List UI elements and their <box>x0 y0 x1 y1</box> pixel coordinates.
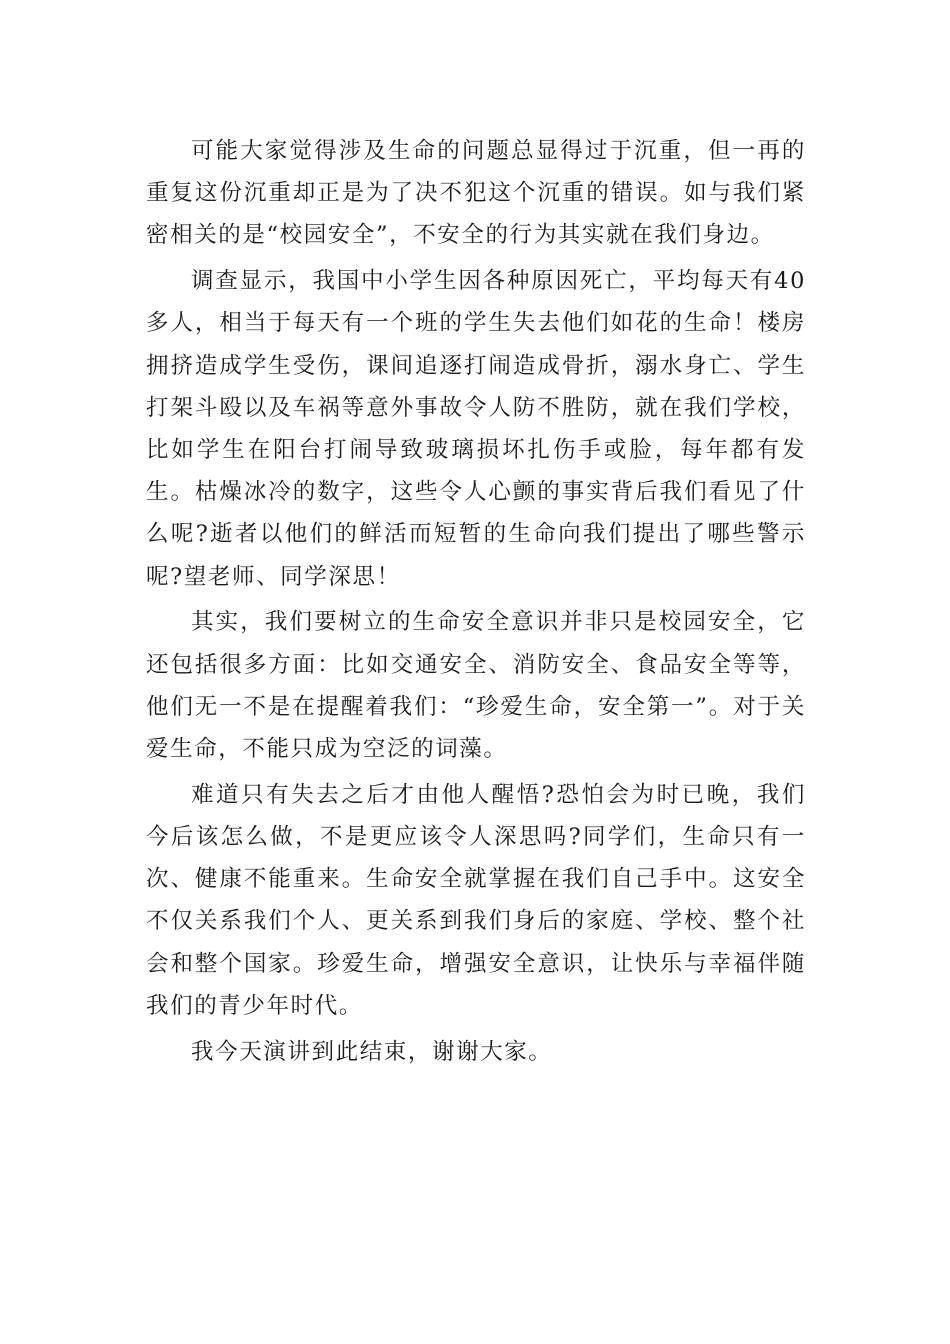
paragraph-2: 调查显示，我国中小学生因各种原因死亡，平均每天有40多人，相当于每天有一个班的学生失去他们如花的生命！楼房拥挤造成学生受伤，课间追逐打闹造成骨折，溺水身亡、学生打架斗殴以及车祸等意外事故令人防不胜防，就在我们学校，比如学生在阳台打闹导致玻璃损坏扎伤手或脸，每年都有发生。枯燥冰冷的数字，这些令人心颤的事实背后我们看见了什么呢?逝者以他们的鲜活而短暂的生命向我们提出了哪些警示呢?望老师、同学深思！ <box>146 268 806 590</box>
paragraph-5: 我今天演讲到此结束，谢谢大家。 <box>191 1038 553 1065</box>
paragraph-1: 可能大家觉得涉及生命的问题总显得过于沉重，但一再的重复这份沉重却正是为了决不犯这个沉重的错误。如与我们紧密相关的是“校园安全”，不安全的行为其实就在我们身边。 <box>146 138 806 249</box>
paragraph-3: 其实，我们要树立的生命安全意识并非只是校园安全，它还包括很多方面：比如交通安全、消防安全、食品安全等等，他们无一不是在提醒着我们：“珍爱生命，安全第一”。对于关爱生命，不能只成为空泛的词藻。 <box>146 609 806 763</box>
document-body <box>146 130 806 1076</box>
paragraph-4: 难道只有失去之后才由他人醒悟?恐怕会为时已晚，我们今后该怎么做，不是更应该令人深思吗?同学们，生命只有一次、健康不能重来。生命安全就掌握在我们自己手中。这安全不仅关系我们个人、更关系到我们身后的家庭、学校、整个社会和整个国家。珍爱生命，增强安全意识，让快乐与幸福伴随我们的青少年时代。 <box>146 781 806 1019</box>
